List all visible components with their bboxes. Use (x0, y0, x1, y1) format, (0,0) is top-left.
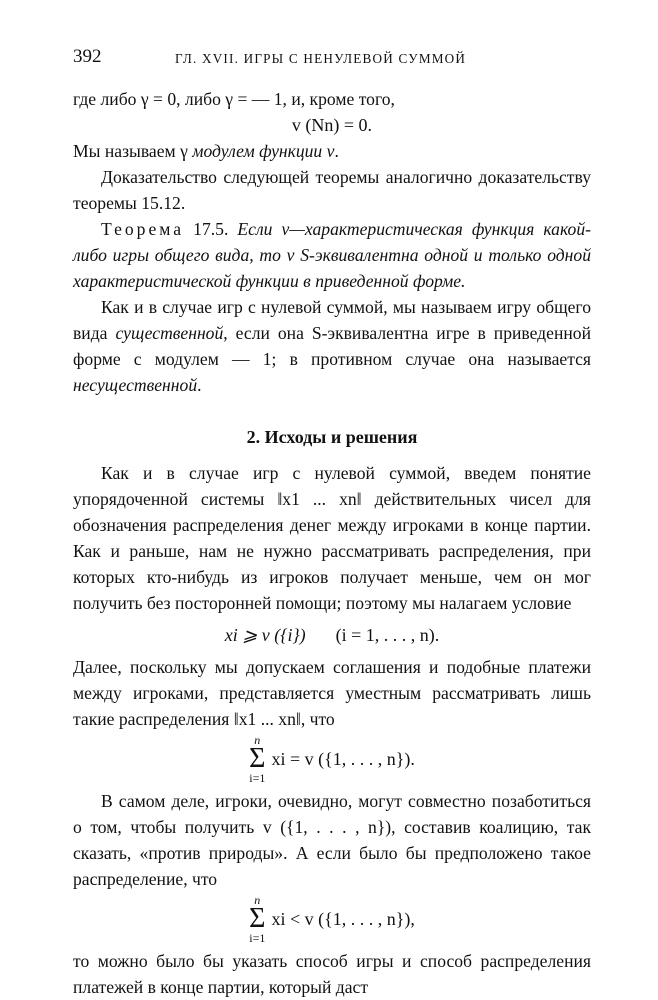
theorem-17-5 (73, 216, 591, 294)
equation-3 (73, 734, 591, 784)
paragraph-2 (73, 138, 591, 164)
paragraph-1: где либо γ = 0, либо γ = — 1, и, кроме того, (73, 89, 395, 109)
equation-4 (73, 894, 591, 944)
sigma-glyph-2: Σ (249, 903, 266, 934)
theorem-label: Теорема (101, 219, 185, 239)
paragraph-4-term-inessential: несущественной (73, 375, 198, 395)
paragraph-7: В самом деле, игроки, очевидно, могут совместно позаботиться о том, чтобы получить v ({1, . . . , n}), составив коалицию, так сказать, «против природы». А если было бы предположено такое распределение, что (73, 791, 591, 889)
summation-lower-2: i=1 (249, 931, 266, 945)
equation-4-body: xi < v ({1, . . . , n}), (271, 908, 415, 929)
sigma-glyph: Σ (249, 743, 266, 774)
paragraph-6: Далее, поскольку мы допускаем соглашения и подобные платежи между игроками, представляется уместным рассматривать лишь такие распределения ‖x1 ... xn‖, что (73, 657, 591, 729)
equation-1: v (Nn) = 0. (291, 115, 373, 135)
page-header (73, 42, 591, 72)
theorem-number: 17.5. (184, 219, 238, 239)
paragraph-5: Как и в случае игр с нулевой суммой, введем понятие упорядоченной системы ‖x1 ... xn‖ действительных чисел для обозначения распределения денег между игроками в конце партии. Как и раньше, нам не нужно рассматривать распределения, при которых кто-нибудь из игроков получает меньше, чем он мог получить без посторонней помощи; поэтому мы налагаем условие (73, 463, 591, 613)
book-page (73, 42, 591, 1000)
equation-3-body: xi = v ({1, . . . , n}). (271, 748, 415, 769)
paragraph-4-term-essential: существенной (115, 323, 224, 343)
page-number: 392 (73, 46, 102, 67)
paragraph-4-middle: , если она S-эквивалентна игре в приведенной форме с модулем — 1; в противном случае она называется (73, 323, 591, 369)
paragraph-2-end: . (334, 141, 339, 161)
theorem-body: Если v—характеристическая функция какой-либо игры общего вида, то v S-эквивалентна одной и только одной характеристической функции в приведенной форме. (73, 219, 591, 291)
summation-upper-2: n (254, 893, 261, 907)
paragraph-4-end: . (197, 375, 202, 395)
equation-2 (73, 622, 591, 648)
summation-upper: n (254, 733, 261, 747)
equation-2-left: xi ⩾ v ({i}) (224, 625, 306, 645)
paragraph-4-text: Как и в случае игр с нулевой суммой, мы называем игру общего вида (73, 297, 591, 343)
paragraph-4 (73, 294, 591, 398)
paragraph-3: Доказательство следующей теоремы аналогично доказательству теоремы 15.12. (73, 167, 591, 213)
summation-lower: i=1 (249, 771, 266, 785)
paragraph-2-text: Мы называем γ (73, 141, 193, 161)
summation-symbol-2 (249, 894, 265, 944)
section-title: 2. Исходы и решения (246, 427, 418, 447)
running-head: ГЛ. XVII. ИГРЫ С НЕНУЛЕВОЙ СУММОЙ (175, 51, 467, 66)
equation-2-right: (i = 1, . . . , n). (335, 625, 440, 645)
paragraph-8: то можно было бы указать способ игры и способ распределения платежей в конце партии, который даст (73, 951, 591, 997)
summation-symbol (249, 734, 265, 784)
paragraph-2-italic: модулем функции v (192, 141, 335, 161)
